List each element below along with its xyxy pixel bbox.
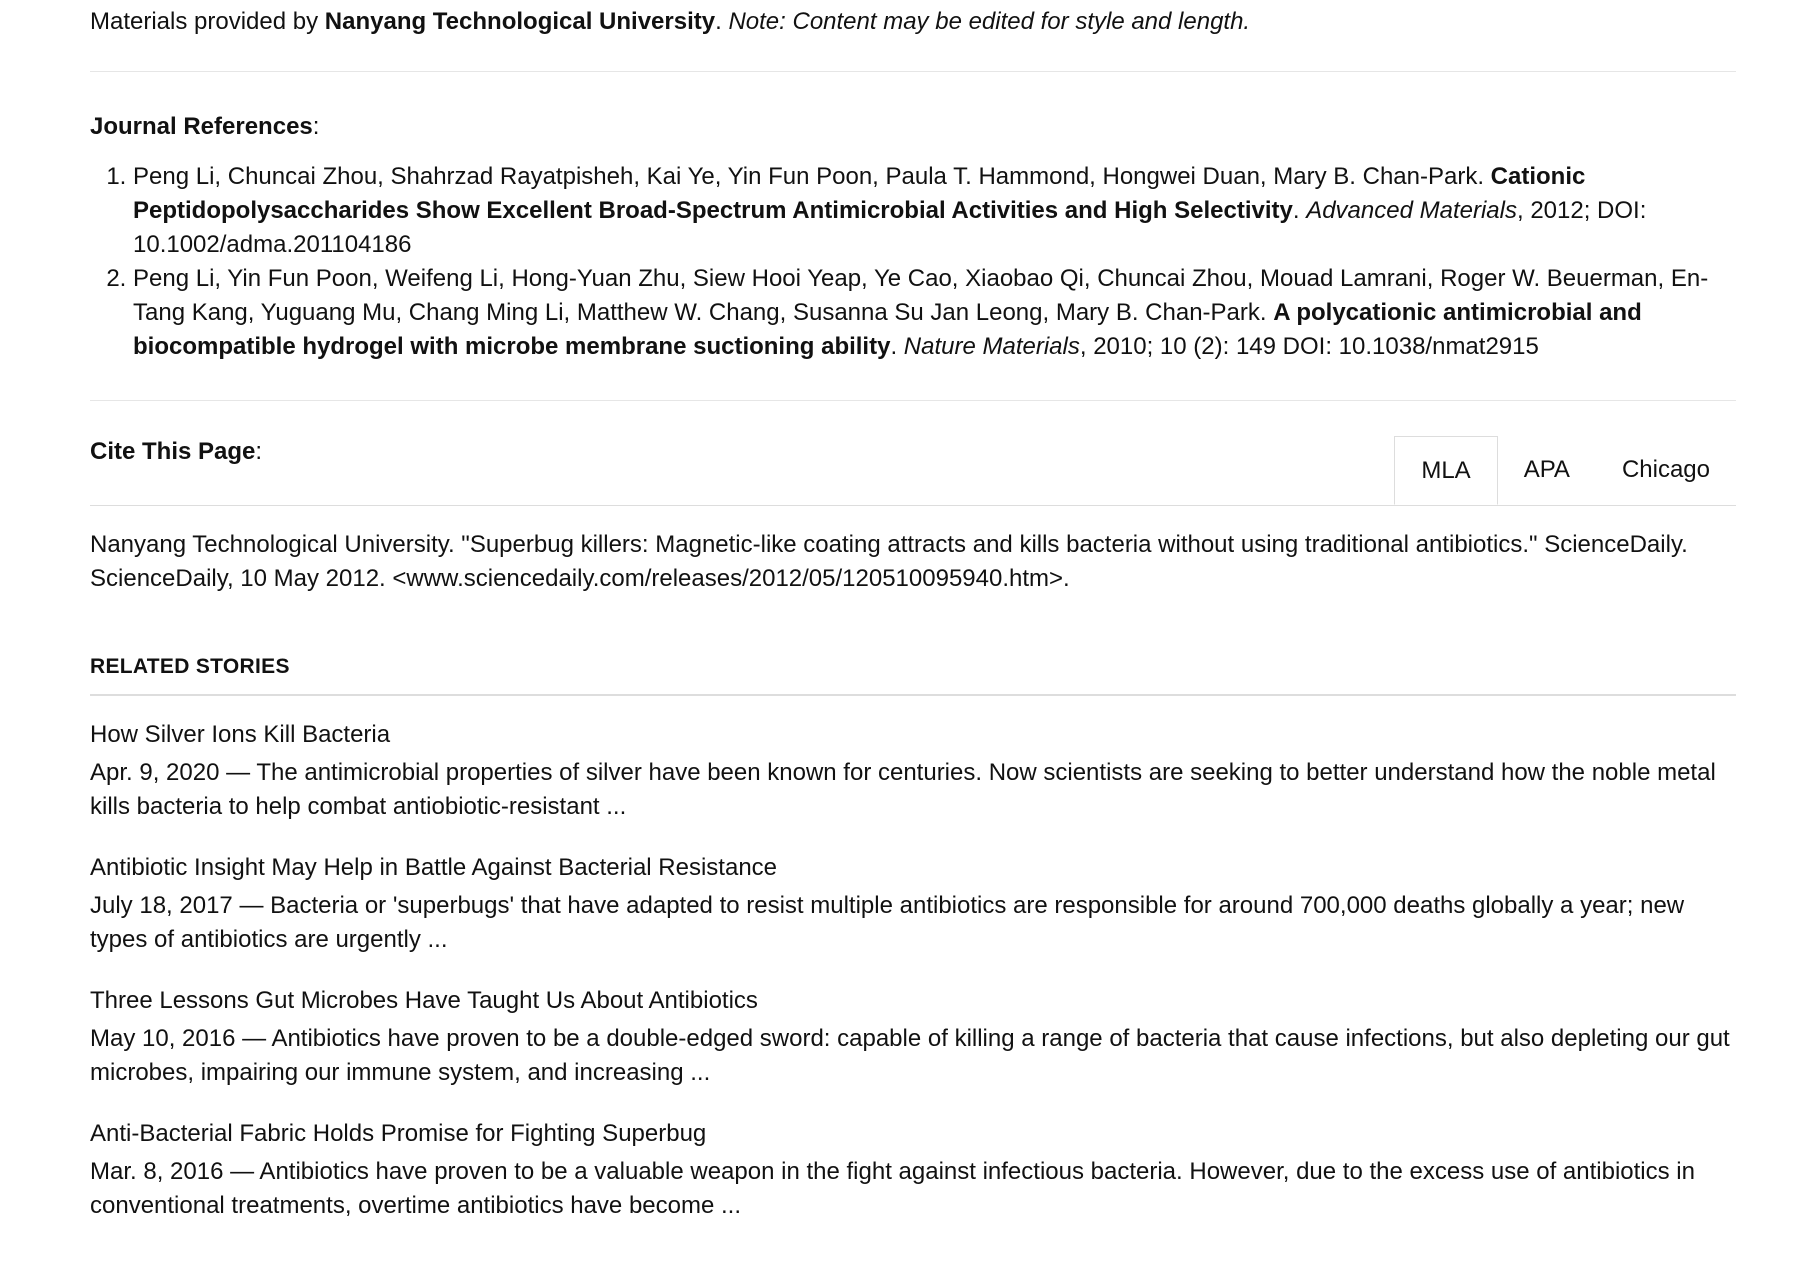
reference-title: Cationic Peptidopolysaccharides Show Excellent Broad-Spectrum Antimicrobial Activities and High Selectivity [133,163,1586,224]
reference-authors: Peng Li, Chuncai Zhou, Shahrzad Rayatpisheh, Kai Ye, Yin Fun Poon, Paula T. Hammond, Hongwei Duan, Mary B. Chan-Park. [133,163,1491,190]
story-summary: Mar. 8, 2016 — Antibiotics have proven to be a valuable weapon in the fight against infectious bacteria. However, due to the excess use of antibiotics in conventional treatments, overtime antibiotics have become ... [90,1158,1695,1219]
journal-references-label: Journal References [90,113,313,140]
materials-prefix: Materials provided by [90,8,325,35]
journal-references [90,72,1736,401]
reference-list [90,160,1736,364]
journal-references-heading [90,110,1736,144]
related-stories-heading: RELATED STORIES [90,650,1736,696]
reference-journal: Nature Materials [903,333,1080,360]
list-item [90,718,1736,824]
story-title-link[interactable]: Antibiotic Insight May Help in Battle Against Bacterial Resistance [90,854,778,881]
journal-references-colon: : [312,113,320,140]
materials-credit [90,0,1736,72]
reference-title: A polycationic antimicrobial and biocompatible hydrogel with microbe membrane suctioning ability [133,299,1642,360]
reference-details: , 2012; DOI: 10.1002/adma.201104186 [133,197,1647,258]
reference-sep: . [1292,197,1307,224]
materials-period: . [715,8,729,35]
cite-format-tabs [1394,436,1736,505]
story-title-link[interactable]: Anti-Bacterial Fabric Holds Promise for Fighting Superbug [90,1120,707,1147]
story-summary: July 18, 2017 — Bacteria or 'superbugs' that have adapted to resist multiple antibiotics are responsible for around 700,000 deaths globally a year; new types of antibiotics are urgently ... [90,892,1685,953]
reference-details: , 2010; 10 (2): 149 DOI: 10.1038/nmat2915 [1079,333,1539,360]
story-title-link[interactable]: How Silver Ions Kill Bacteria [90,721,391,748]
tab-mla[interactable]: MLA [1394,436,1497,505]
article-footer [90,0,1736,1223]
citation-text: Nanyang Technological University. "Superbug killers: Magnetic-like coating attracts and kills bacteria without using traditional antibiotics." ScienceDaily. ScienceDaily, 10 May 2012. <www.sciencedaily.com/releases/2012/05/120510095940.htm>. [90,531,1688,592]
story-summary: May 10, 2016 — Antibiotics have proven to be a double-edged sword: capable of killing a range of bacteria that cause infections, but also depleting our gut microbes, impairing our immune system, and increasing ... [90,1025,1730,1086]
cite-label: Cite This Page [90,438,256,465]
list-item [90,984,1736,1090]
cite-heading [90,435,262,469]
materials-note: Note: Content may be edited for style and length. [728,8,1251,35]
materials-source: Nanyang Technological University [324,8,716,35]
tab-apa[interactable]: APA [1523,456,1570,483]
reference-item [133,160,1736,262]
list-item [90,1117,1736,1223]
list-item [90,851,1736,957]
reference-sep: . [890,333,904,360]
cite-colon: : [255,438,263,465]
cite-this-page-header [90,401,1736,506]
reference-journal: Advanced Materials [1306,197,1517,224]
story-summary: Apr. 9, 2020 — The antimicrobial properties of silver have been known for centuries. Now scientists are seeking to better understand how the noble metal kills bacteria to help combat antiobiotic-resistant ... [90,759,1716,820]
related-stories-list [90,696,1736,1223]
story-title-link[interactable]: Three Lessons Gut Microbes Have Taught Us About Antibiotics [90,987,758,1014]
reference-item [133,262,1736,364]
tab-chicago[interactable]: Chicago [1621,456,1710,483]
reference-authors: Peng Li, Yin Fun Poon, Weifeng Li, Hong-Yuan Zhu, Siew Hooi Yeap, Ye Cao, Xiaobao Qi, Chuncai Zhou, Mouad Lamrani, Roger W. Beuerman, En-Tang Kang, Yuguang Mu, Chang Ming Li, Matthew W. Chang, Susanna Su Jan Leong, Mary B. Chan-Park. [133,265,1709,326]
